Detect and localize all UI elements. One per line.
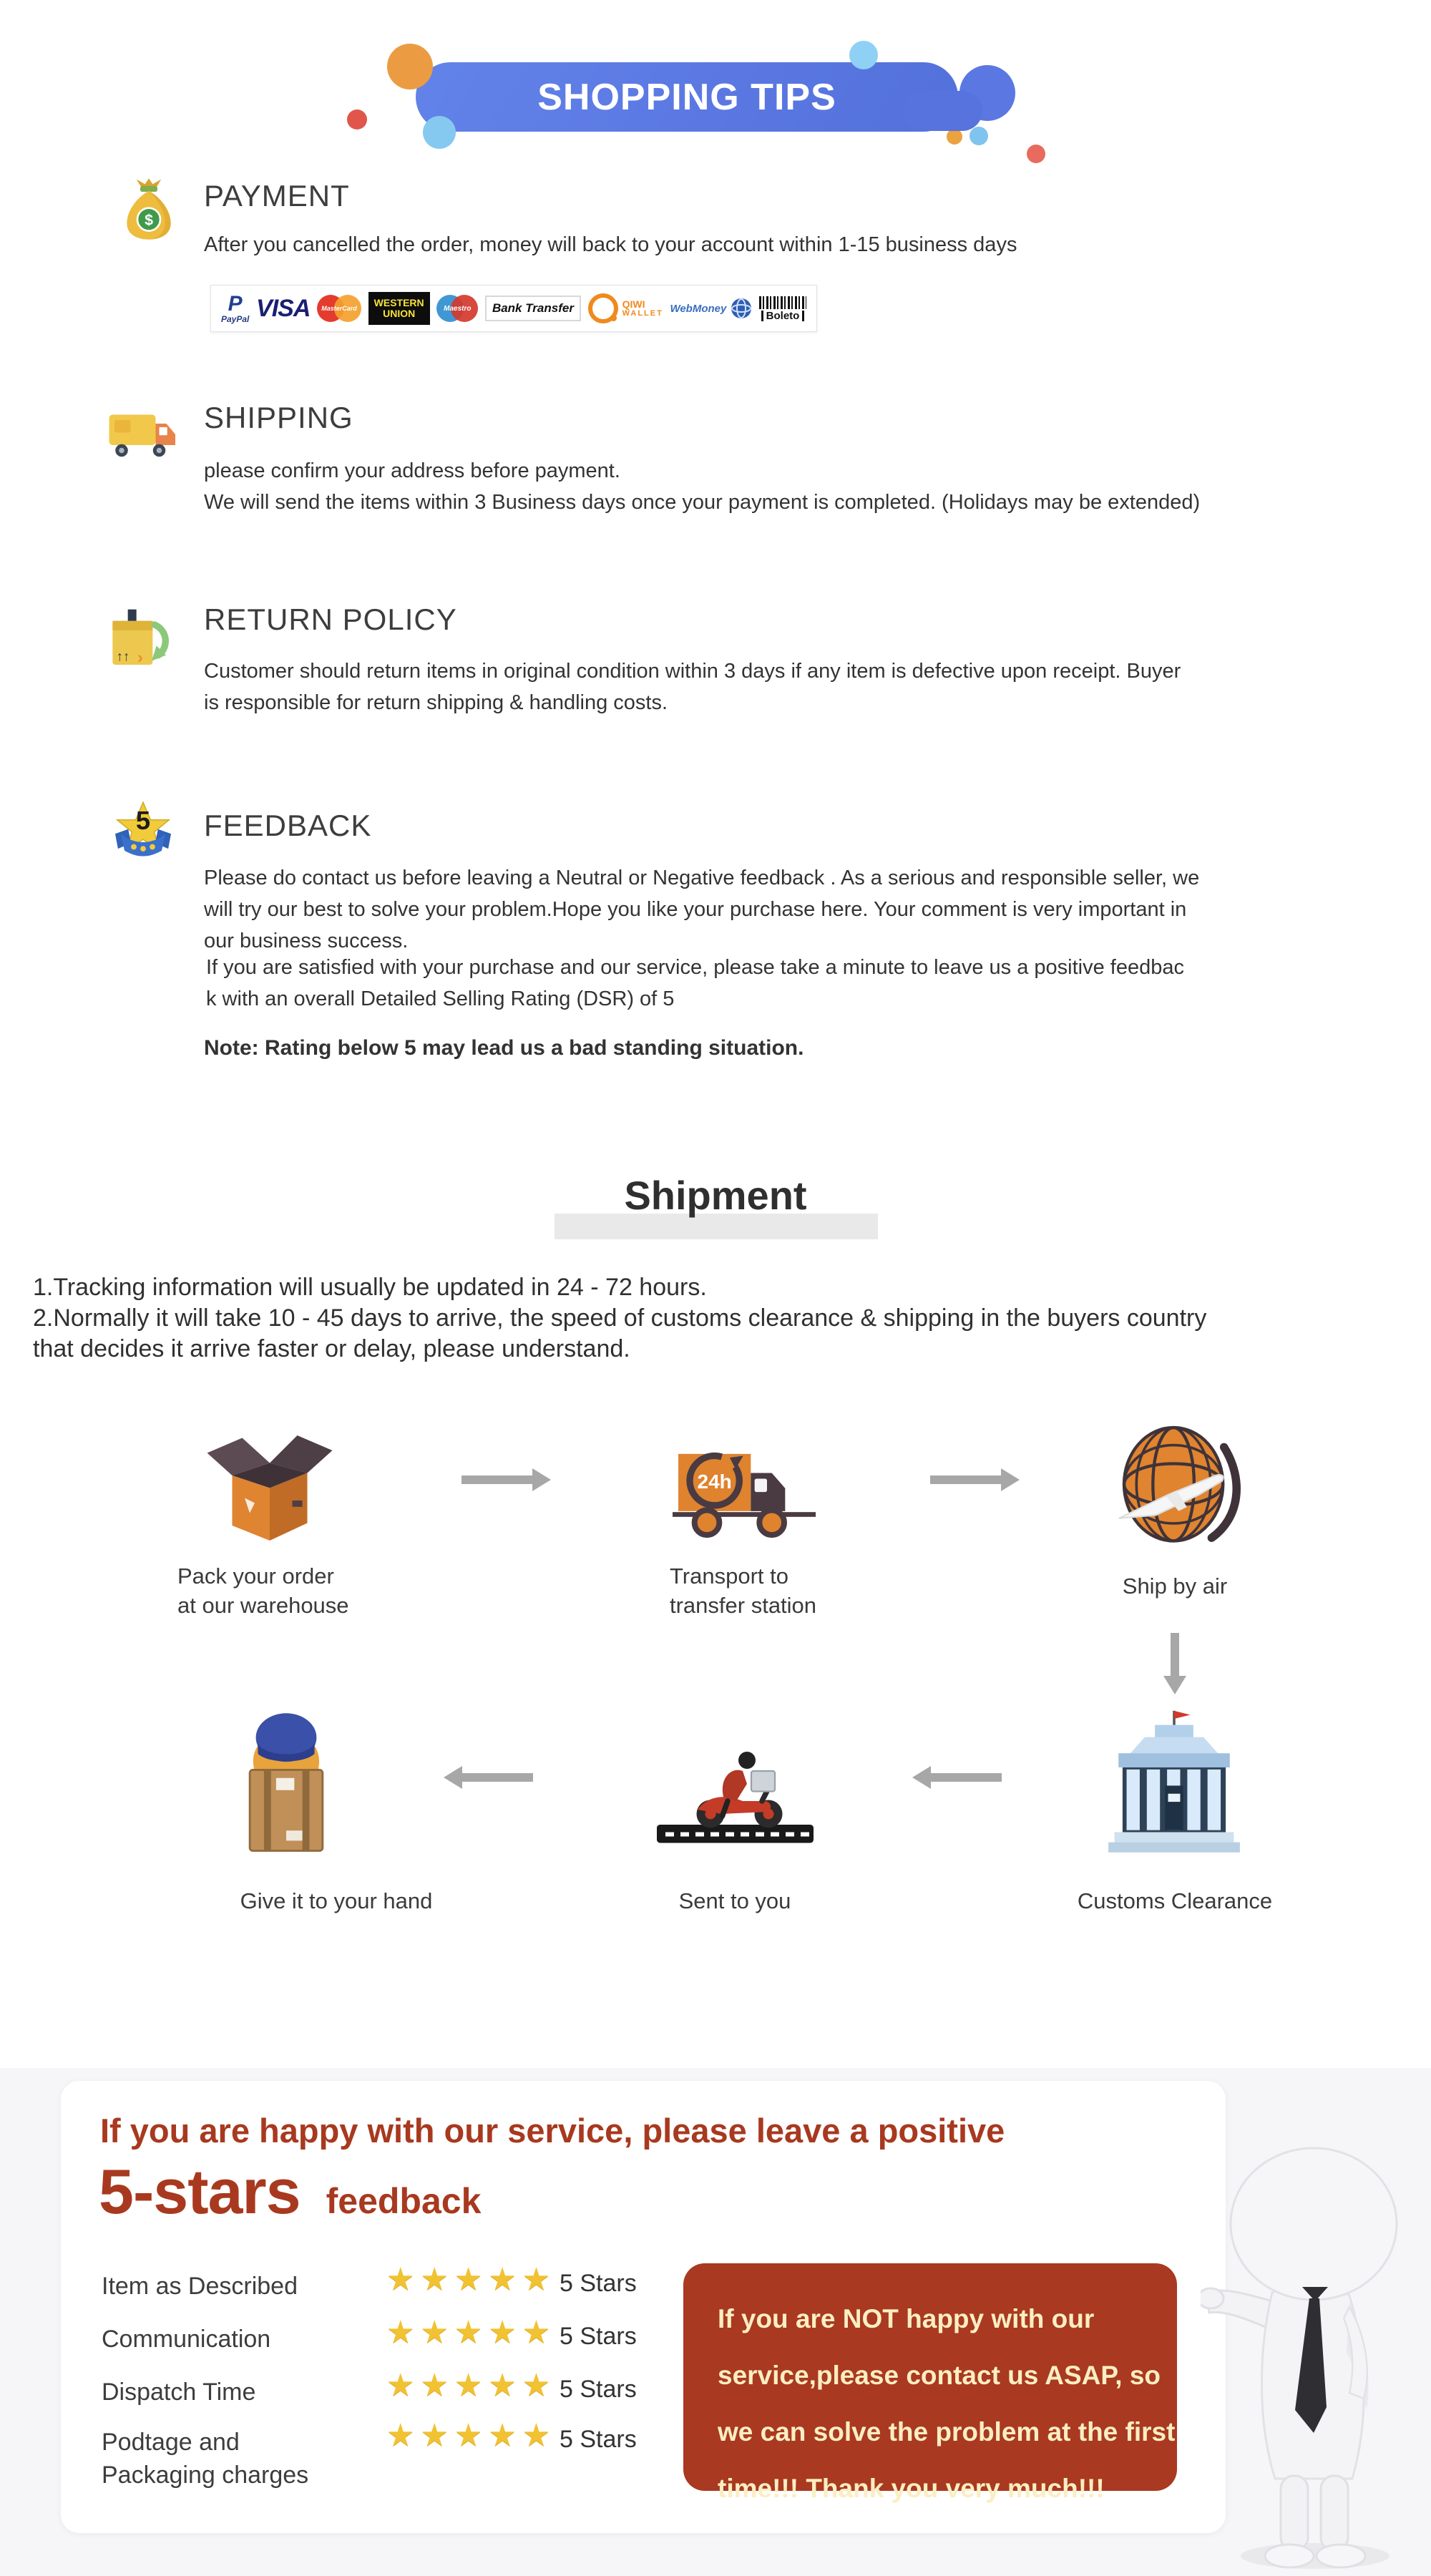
rating-value-communication: 5 Stars bbox=[560, 2323, 637, 2350]
shopping-tips-banner bbox=[416, 62, 958, 132]
rating-value-dispatch-time: 5 Stars bbox=[560, 2376, 637, 2403]
shipment-note-line3: that decides it arrive faster or delay, please understand. bbox=[33, 1335, 630, 1362]
five-star-award-icon bbox=[106, 800, 180, 866]
rating-label-line: Dispatch Time bbox=[102, 2379, 256, 2406]
rating-stars-postage-packaging: ★★★★★ bbox=[386, 2418, 557, 2453]
five-stars-big-text: 5-stars bbox=[99, 2156, 301, 2227]
shipment-notes bbox=[33, 1272, 1206, 1365]
payment-methods-strip bbox=[210, 285, 817, 332]
flow-step-2-label bbox=[670, 1561, 816, 1620]
bank-transfer-logo: Bank Transfer bbox=[485, 296, 581, 321]
boleto-word: Boleto bbox=[761, 311, 805, 321]
paypal-logo bbox=[221, 293, 249, 323]
paypal-p-glyph: P bbox=[228, 292, 243, 316]
shipping-section-title: SHIPPING bbox=[204, 401, 353, 434]
arrow-left-2 bbox=[461, 1773, 533, 1782]
five-glyph: 5 bbox=[135, 805, 151, 835]
western-union-logo bbox=[368, 292, 430, 325]
feedback-note: Note: Rating below 5 may lead us a bad standing situation. bbox=[204, 1036, 804, 1060]
flow-step-6-label bbox=[179, 1886, 494, 1916]
western-word: WESTERN bbox=[373, 297, 424, 309]
warning-line-4: time!!! Thank you very much!!! bbox=[718, 2474, 1105, 2503]
warning-line-1: If you are NOT happy with our bbox=[718, 2304, 1095, 2333]
decor-dot-lightblue-right-small bbox=[970, 127, 988, 145]
flow-step-3-line1: Ship by air bbox=[1122, 1574, 1228, 1599]
feedback-paragraph-2 bbox=[206, 952, 1184, 1015]
payment-body: After you cancelled the order, money will back to your account within 1-15 business days bbox=[204, 233, 1017, 256]
feedback-p1-line3: our business success. bbox=[204, 930, 409, 952]
rating-value-postage-packaging: 5 Stars bbox=[560, 2426, 637, 2453]
rating-stars-communication: ★★★★★ bbox=[386, 2315, 557, 2350]
flow-step-1-line1: Pack your order bbox=[177, 1563, 334, 1589]
mastercard-logo bbox=[317, 293, 361, 323]
webmoney-logo bbox=[670, 298, 752, 319]
flow-step-5-line1: Sent to you bbox=[678, 1888, 791, 1913]
arrow-left-1 bbox=[930, 1773, 1002, 1782]
webmoney-word: WebMoney bbox=[670, 302, 727, 315]
mascot-figure bbox=[1201, 2138, 1431, 2576]
maestro-word: Maestro bbox=[444, 305, 472, 313]
delivery-truck-icon bbox=[107, 405, 179, 471]
rating-value-item-described: 5 Stars bbox=[560, 2270, 637, 2297]
return-line-2: is responsible for return shipping & handling costs. bbox=[204, 691, 668, 714]
flow-step-2-line1: Transport to bbox=[670, 1563, 788, 1589]
webmoney-globe-icon bbox=[731, 298, 752, 319]
visa-logo: VISA bbox=[256, 294, 311, 322]
mastercard-word: MasterCard bbox=[321, 305, 357, 312]
warning-line-3: we can solve the problem at the first bbox=[718, 2417, 1176, 2446]
feedback-paragraph-1 bbox=[204, 862, 1199, 957]
rating-label-line: Item as Described bbox=[102, 2273, 298, 2300]
barcode-icon bbox=[759, 296, 806, 309]
rating-label-line: Packaging charges bbox=[102, 2462, 309, 2489]
arrow-right-2 bbox=[930, 1475, 1002, 1484]
customs-building-icon bbox=[1093, 1709, 1255, 1855]
flow-step-1-label bbox=[177, 1561, 349, 1620]
not-happy-warning-box bbox=[683, 2263, 1177, 2503]
shipping-body bbox=[204, 455, 1200, 518]
rating-label-communication bbox=[102, 2323, 270, 2356]
shipping-line-1: please confirm your address before payment. bbox=[204, 459, 620, 482]
shipment-note-line2: 2.Normally it will take 10 - 45 days to arrive, the speed of customs clearance & shipping in the buyers country bbox=[33, 1304, 1207, 1332]
feedback-p1-line2: will try our best to solve your problem.Hope you like your purchase here. Your comment is very important in bbox=[204, 898, 1187, 921]
shipment-title: Shipment bbox=[624, 1173, 807, 1218]
decor-dot-blue-right bbox=[959, 65, 1015, 121]
banner-title: SHOPPING TIPS bbox=[537, 77, 836, 118]
money-bag-icon bbox=[120, 177, 177, 240]
return-policy-section-title: RETURN POLICY bbox=[204, 602, 457, 636]
arrow-right-1 bbox=[461, 1475, 533, 1484]
arrow-down bbox=[1171, 1633, 1179, 1677]
payment-section-title: PAYMENT bbox=[204, 179, 350, 213]
feedback-p2-line1: If you are satisfied with your purchase and our service, please take a minute to leave us a positive feedbac bbox=[206, 956, 1184, 979]
return-policy-body bbox=[204, 655, 1181, 718]
feedback-p2-line2: k with an overall Detailed Selling Rating (DSR) of 5 bbox=[206, 987, 675, 1010]
return-line-1: Customer should return items in original condition within 3 days if any item is defective upon receipt. Buyer bbox=[204, 660, 1181, 683]
courier-scooter-icon bbox=[655, 1739, 816, 1846]
flow-step-2-line2: transfer station bbox=[670, 1593, 817, 1618]
flow-step-3-label bbox=[1068, 1571, 1282, 1601]
flow-step-6-line1: Give it to your hand bbox=[240, 1888, 433, 1913]
rating-stars-item-described: ★★★★★ bbox=[386, 2262, 557, 2297]
shipping-line-2: We will send the items within 3 Business days once your payment is completed. (Holidays may be extended) bbox=[204, 491, 1201, 514]
boleto-logo bbox=[759, 296, 806, 321]
flow-step-4-label bbox=[1039, 1886, 1311, 1916]
qiwi-wallet-logo bbox=[588, 293, 663, 323]
flow-step-4-line1: Customs Clearance bbox=[1077, 1888, 1273, 1913]
rating-label-item-described bbox=[102, 2270, 298, 2303]
qiwi-word: QIWI bbox=[622, 298, 645, 310]
qiwi-ring-icon bbox=[588, 293, 618, 323]
badge-24h: 24h bbox=[697, 1470, 732, 1493]
feedback-p1-line1: Please do contact us before leaving a Neutral or Negative feedback . As a serious and responsible seller, we bbox=[204, 867, 1200, 889]
happy-headline: If you are happy with our service, please leave a positive bbox=[100, 2112, 1005, 2150]
svg-text:↑↑: ↑↑ bbox=[116, 648, 130, 664]
decor-dot-pink-far-right bbox=[1027, 145, 1045, 163]
dollar-symbol: $ bbox=[145, 211, 153, 229]
hand-delivery-icon bbox=[215, 1705, 358, 1857]
svg-text:›: › bbox=[137, 648, 143, 668]
flow-step-1-line2: at our warehouse bbox=[177, 1593, 349, 1618]
decor-dot-red-left bbox=[347, 109, 367, 130]
shipment-note-line1: 1.Tracking information will usually be updated in 24 - 72 hours. bbox=[33, 1274, 707, 1301]
feedback-section-title: FEEDBACK bbox=[204, 809, 372, 842]
rating-label-line: Communication bbox=[102, 2326, 271, 2353]
globe-plane-icon bbox=[1108, 1420, 1244, 1549]
warning-line-2: service,please contact us ASAP, so bbox=[718, 2361, 1161, 2390]
rating-stars-dispatch-time: ★★★★★ bbox=[386, 2368, 557, 2403]
paypal-word: PayPal bbox=[221, 314, 250, 324]
flow-step-5-label bbox=[627, 1886, 842, 1916]
feedback-small-text: feedback bbox=[326, 2181, 482, 2221]
return-box-icon bbox=[109, 605, 172, 673]
wallet-word: WALLET bbox=[622, 308, 663, 318]
pack-box-icon bbox=[195, 1420, 345, 1546]
five-stars-headline bbox=[99, 2155, 481, 2228]
rating-label-dispatch-time bbox=[102, 2376, 255, 2409]
maestro-logo bbox=[436, 293, 478, 323]
transport-truck-24h-icon bbox=[673, 1431, 816, 1549]
rating-label-line: Podtage and bbox=[102, 2429, 240, 2456]
rating-label-postage-packaging bbox=[102, 2426, 308, 2492]
union-word: UNION bbox=[383, 308, 416, 319]
